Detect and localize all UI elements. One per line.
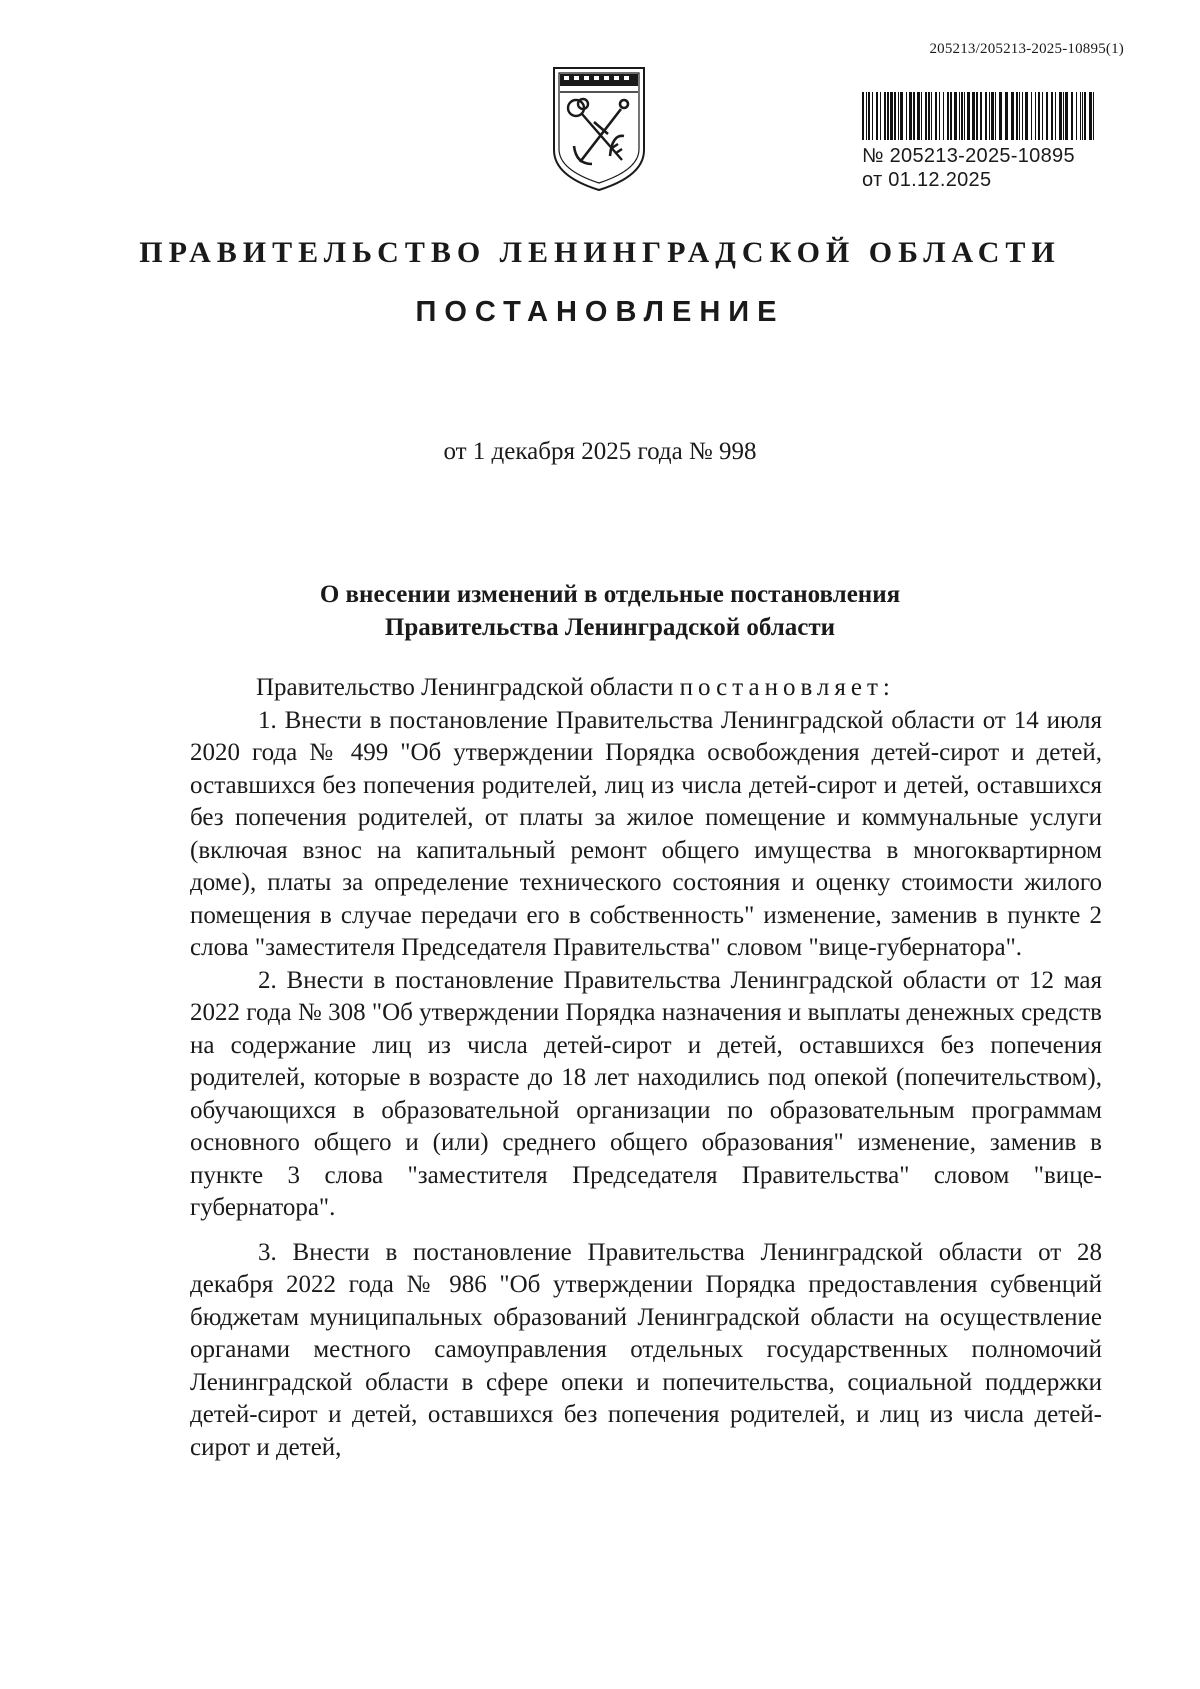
intro-resolves: постановляет: bbox=[679, 674, 895, 701]
paragraph-3: 3. Внести в постановление Правительства Ленинградской области от 28 декабря 2022 года № 986 "Об утверждении Порядка предоставления субвенций бюджетам муниципальных образований Ленинградской области на осуществление органами местного самоуправления отдельных государственных полномочий Ленинградской области в сфере опеки и попечительства, социальной поддержки детей-сирот и детей, оставшихся без попечения родителей, и лиц из числа детей-сирот и детей, bbox=[190, 1238, 1102, 1461]
top-reference-number: 205213/205213-2025-10895(1) bbox=[929, 41, 1124, 57]
barcode-bar bbox=[1055, 92, 1056, 140]
coat-of-arms-icon bbox=[550, 64, 648, 194]
registration-block bbox=[862, 92, 1122, 192]
barcode-bar bbox=[884, 92, 886, 140]
barcode-bar bbox=[1076, 92, 1077, 140]
barcode-bar bbox=[890, 92, 893, 140]
barcode-bar bbox=[943, 92, 944, 140]
document-type: ПОСТАНОВЛЕНИЕ bbox=[415, 296, 785, 328]
barcode-bar bbox=[991, 92, 994, 140]
barcode-bar bbox=[862, 92, 864, 140]
barcode-bar bbox=[1082, 92, 1083, 140]
resolution-intro bbox=[190, 672, 1102, 705]
barcode-bar bbox=[1038, 92, 1040, 140]
barcode-bar bbox=[921, 92, 922, 140]
barcode-bar bbox=[1025, 92, 1028, 140]
registration-number: № 205213-2025-10895 bbox=[862, 145, 1075, 167]
barcode-bar bbox=[935, 92, 937, 140]
barcode-bar bbox=[1016, 92, 1018, 140]
barcode-bar bbox=[1035, 92, 1036, 140]
barcode-bar bbox=[980, 92, 982, 140]
subject-line-2: Правительства Ленинградской области bbox=[384, 614, 836, 641]
barcode-bar bbox=[900, 92, 903, 140]
barcode-bar bbox=[866, 92, 867, 140]
barcode-bar bbox=[887, 92, 889, 140]
registration-date: от 01.12.2025 bbox=[862, 169, 992, 191]
barcode-bar bbox=[1019, 92, 1020, 140]
document-subject bbox=[180, 578, 1040, 644]
barcode-bar bbox=[928, 92, 930, 140]
government-title: ПРАВИТЕЛЬСТВО ЛЕНИНГРАДСКОЙ ОБЛАСТИ bbox=[139, 236, 1061, 269]
barcode-bar bbox=[1080, 92, 1081, 140]
barcode-bar bbox=[925, 92, 927, 140]
barcode-bar bbox=[985, 92, 987, 140]
barcode-bar bbox=[1093, 92, 1094, 140]
barcode-bar bbox=[950, 92, 952, 140]
barcode-bar bbox=[989, 92, 990, 140]
barcode-bar bbox=[1071, 92, 1073, 140]
barcode-bar bbox=[917, 92, 920, 140]
barcode-bar bbox=[1051, 92, 1053, 140]
barcode-icon bbox=[862, 92, 1094, 140]
barcode-bar bbox=[1084, 92, 1086, 140]
barcode-bar bbox=[876, 92, 878, 140]
barcode-bar bbox=[931, 92, 932, 140]
barcode-bar bbox=[1059, 92, 1062, 140]
barcode-bar bbox=[954, 92, 957, 140]
document-body bbox=[190, 672, 1102, 1464]
barcode-bar bbox=[995, 92, 996, 140]
barcode-bar bbox=[1089, 92, 1092, 140]
barcode-bar bbox=[967, 92, 970, 140]
barcode-bar bbox=[1063, 92, 1064, 140]
paragraph-2: 2. Внести в постановление Правительства Ленинградской области от 12 мая 2022 года № 308 "Об утверждении Порядка назначения и выплаты денежных средств на содержание лиц из числа детей-сирот и детей, оставшихся без попечения родителей, которые в возрасте до 18 лет находились под опекой (попечительством), обучающихся в образовательной организации по образовательным программам основного общего и (или) среднего общего образования" изменение, заменив в пункте 3 слова "заместителя Председателя Правительства" словом "вице-губернатора". bbox=[190, 966, 1102, 1221]
barcode-bar bbox=[939, 92, 940, 140]
barcode-bar bbox=[909, 92, 912, 140]
barcode-bar bbox=[1046, 92, 1048, 140]
barcode-bar bbox=[913, 92, 915, 140]
barcode-bar bbox=[976, 92, 978, 140]
barcode-bar bbox=[906, 92, 907, 140]
barcode-bar bbox=[894, 92, 896, 140]
barcode-bar bbox=[964, 92, 965, 140]
barcode-bar bbox=[868, 92, 870, 140]
barcode-bar bbox=[1031, 92, 1032, 140]
barcode-bar bbox=[1022, 92, 1023, 140]
barcode-bar bbox=[1065, 92, 1068, 140]
barcode-bar bbox=[1005, 92, 1008, 140]
barcode-bar bbox=[1011, 92, 1014, 140]
barcode-bar bbox=[947, 92, 949, 140]
barcode-bar bbox=[959, 92, 960, 140]
barcode-bar bbox=[880, 92, 881, 140]
document-date-number: от 1 декабря 2025 года № 998 bbox=[443, 438, 757, 465]
barcode-bar bbox=[872, 92, 873, 140]
barcode-bar bbox=[898, 92, 899, 140]
intro-lead: Правительство Ленинградской области bbox=[256, 674, 680, 701]
paragraph-1: 1. Внести в постановление Правительства Ленинградской области от 14 июля 2020 года № 499 "Об утверждении Порядка освобождения детей-сирот и детей, оставшихся без попечения родителей, лиц из числа детей-сирот и детей, оставшихся без попечения родителей, от платы за жилое помещение и коммунальные услуги (включая взнос на капитальный ремонт общего имущества в многоквартирном доме), платы за определение технического состояния и оценку стоимости жилого помещения в случае передачи его в собственность" изменение, заменив в пункте 2 слова "заместителя Председателя Правительства" словом "вице-губернатора". bbox=[190, 706, 1102, 961]
barcode-bar bbox=[1042, 92, 1043, 140]
subject-line-1: О внесении изменений в отдельные постановления bbox=[319, 581, 901, 608]
barcode-bar bbox=[999, 92, 1002, 140]
barcode-bar bbox=[972, 92, 975, 140]
paragraph-gap bbox=[190, 1225, 1102, 1237]
barcode-bar bbox=[961, 92, 963, 140]
